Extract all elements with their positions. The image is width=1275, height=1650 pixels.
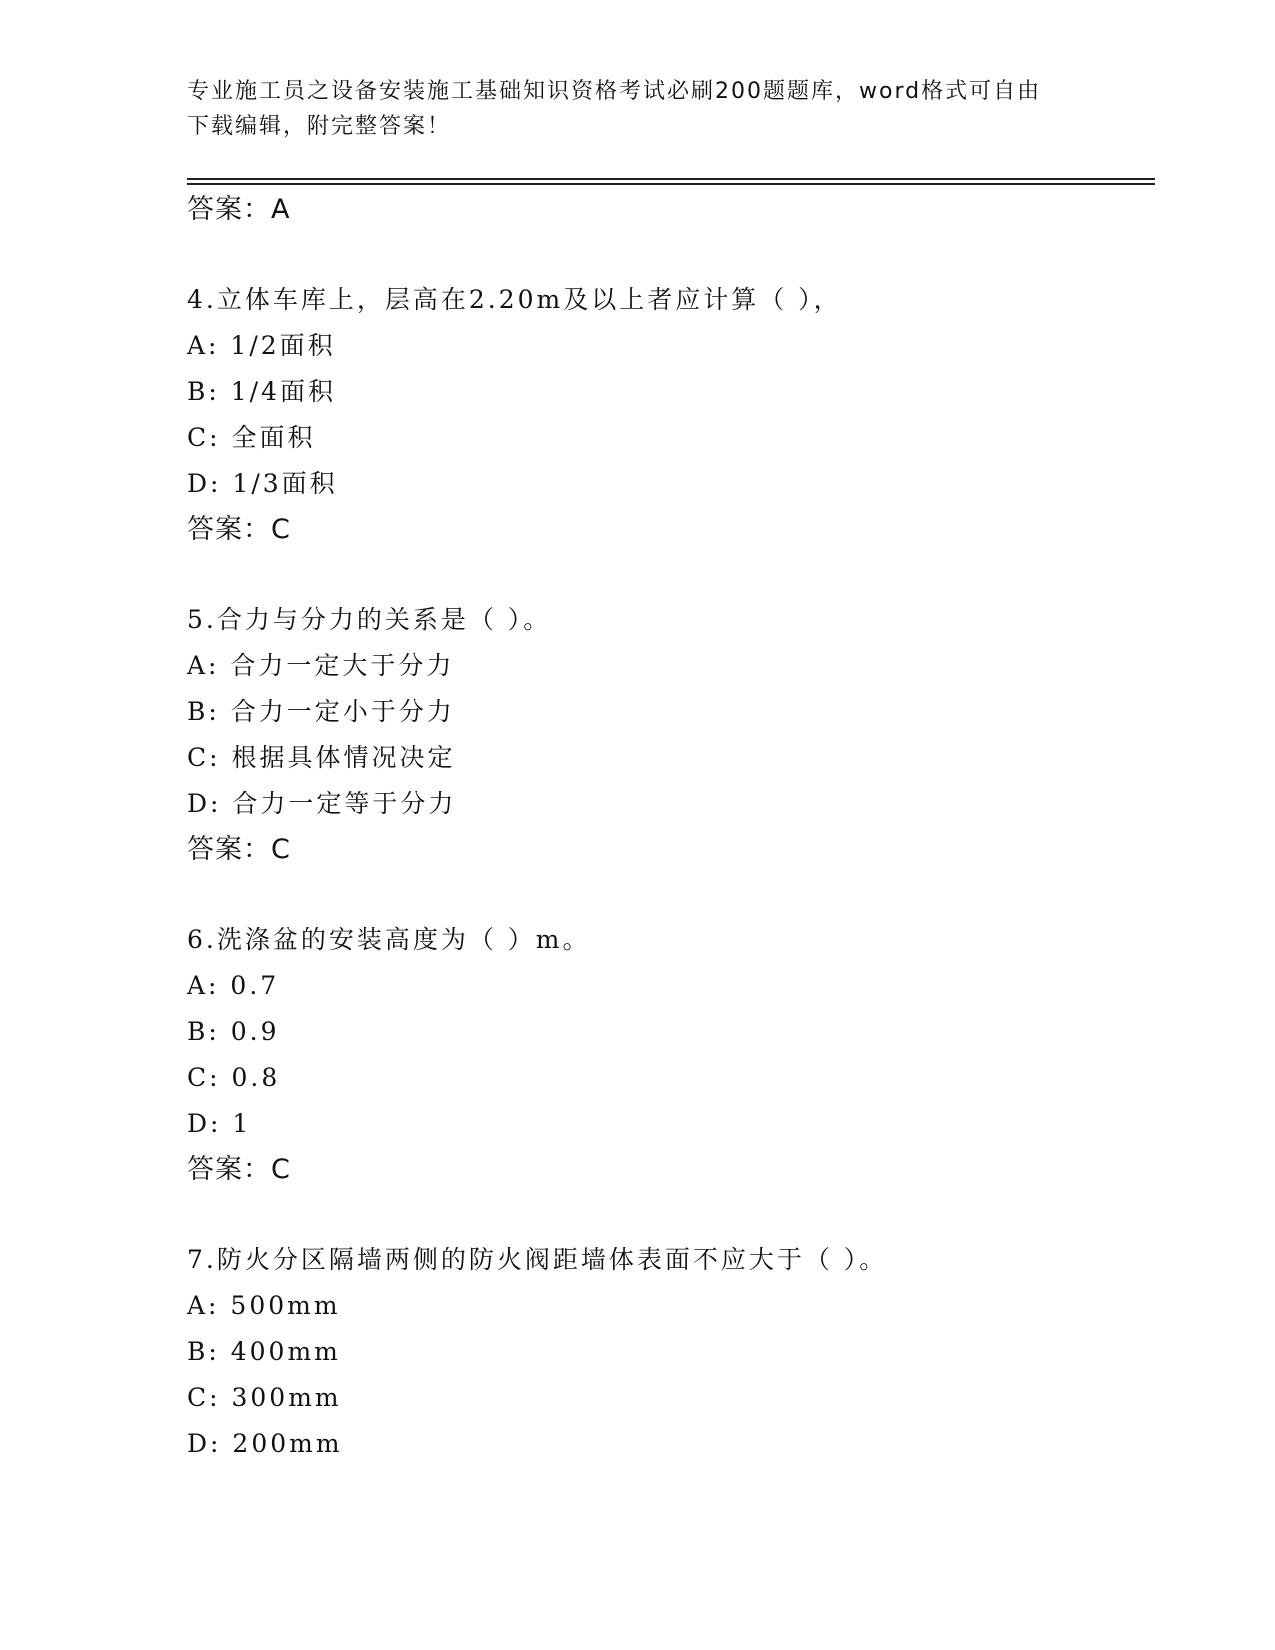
spacer (187, 873, 1155, 917)
option-a: A: 1/2面积 (187, 331, 336, 360)
question-stem: 7.防火分区隔墙两侧的防火阀距墙体表面不应大于（ ）。 (187, 1245, 888, 1274)
question-list (187, 187, 1155, 1467)
option-c: C: 300mm (187, 1383, 342, 1412)
option-d: D: 1 (187, 1109, 252, 1138)
previous-answer: 答案：A (187, 194, 291, 225)
option-b: B: 0.9 (187, 1017, 280, 1046)
option-a: A: 合力一定大于分力 (187, 651, 455, 680)
header-line-2: 下载编辑，附完整答案！ (187, 114, 452, 139)
question-answer: 答案：C (187, 1154, 291, 1185)
spacer (187, 553, 1155, 597)
question-answer: 答案：C (187, 834, 291, 865)
option-d: D: 200mm (187, 1429, 343, 1458)
question-stem: 4.立体车库上，层高在2.20m及以上者应计算（ ）， (187, 285, 842, 314)
option-b: B: 1/4面积 (187, 377, 336, 406)
question-4 (187, 277, 1155, 553)
option-d: D: 1/3面积 (187, 469, 338, 498)
header-rule-bottom (187, 183, 1155, 185)
document-header (187, 74, 1077, 144)
header-line-1: 专业施工员之设备安装施工基础知识资格考试必刷200题题库，word格式可自由 (187, 79, 1042, 104)
question-6 (187, 917, 1155, 1193)
option-a: A: 0.7 (187, 971, 280, 1000)
option-d: D: 合力一定等于分力 (187, 789, 457, 818)
question-7 (187, 1237, 1155, 1467)
question-stem: 6.洗涤盆的安装高度为（ ）m。 (187, 925, 591, 954)
question-answer: 答案：C (187, 514, 291, 545)
option-c: C: 0.8 (187, 1063, 281, 1092)
question-stem: 5.合力与分力的关系是（ ）。 (187, 605, 552, 634)
spacer (187, 233, 1155, 277)
header-rule-top (187, 178, 1155, 180)
option-a: A: 500mm (187, 1291, 341, 1320)
spacer (187, 1193, 1155, 1237)
option-b: B: 合力一定小于分力 (187, 697, 455, 726)
option-c: C: 根据具体情况决定 (187, 743, 456, 772)
question-5 (187, 597, 1155, 873)
option-b: B: 400mm (187, 1337, 341, 1366)
option-c: C: 全面积 (187, 423, 316, 452)
